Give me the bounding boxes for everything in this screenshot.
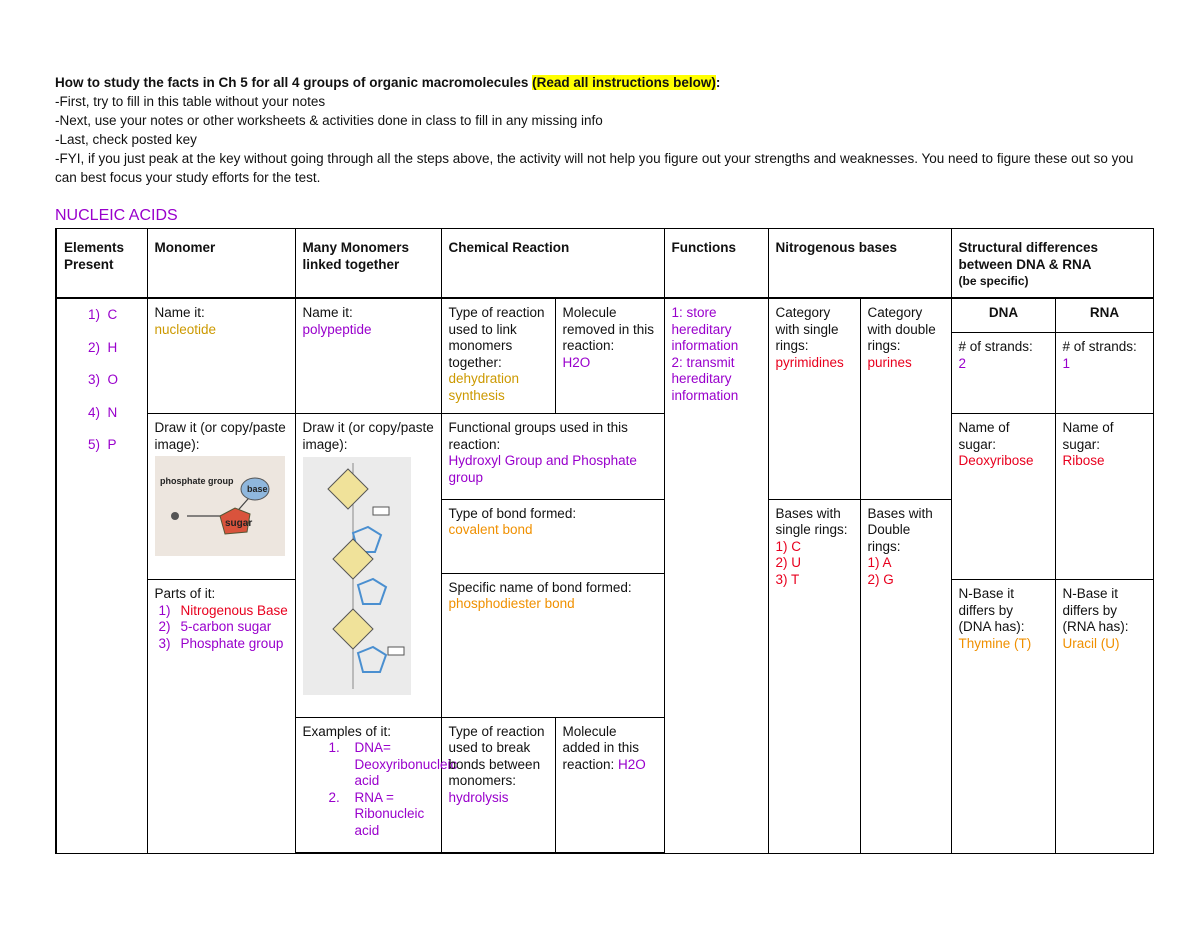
- part-item: 3) Phosphate group: [158, 635, 284, 651]
- molecule-added-cell: Molecule added in this reaction: H2O: [555, 717, 664, 853]
- header-chemical-reaction: Chemical Reaction: [441, 229, 664, 299]
- molecule-removed-cell: Molecule removed in this reaction: H2O: [555, 298, 664, 413]
- double-ring-bases-cell: Bases with Double rings: 1) A 2) G: [860, 499, 951, 853]
- monomer-name-value: nucleotide: [154, 321, 217, 337]
- monomer-draw-cell: Draw it (or copy/paste image): phosphate group base sugar: [147, 414, 295, 580]
- dna-strands-cell: # of strands: 2: [951, 333, 1055, 414]
- element-item: 4) N: [88, 404, 118, 420]
- instruction-line: -Last, check posted key: [55, 132, 197, 147]
- header-functions: Functions: [664, 229, 768, 299]
- polynucleotide-image: [303, 457, 411, 695]
- nucleotide-image: [155, 456, 285, 556]
- svg-text:base: base: [246, 484, 268, 495]
- example-item: 2. RNA = Ribonucleic acid: [328, 789, 425, 838]
- double-ring-category-cell: Category with double rings: purines: [860, 298, 951, 499]
- instruction-line: -FYI, if you just peak at the key without going through all the steps above, the activity will not help you figure out your strengths and weaknesses. You need to figure these out so you can best focus your study efforts for the test.: [55, 151, 1134, 185]
- many-name-value: polypeptide: [302, 321, 372, 337]
- element-item: 2) H: [88, 339, 118, 355]
- instruction-line: -First, try to fill in this table without your notes: [55, 94, 326, 109]
- instructions-title: How to study the facts in Ch 5 for all 4 groups of organic macromolecules (Read all instructions below):: [55, 75, 721, 90]
- many-draw-cell: Draw it (or copy/paste image):: [295, 414, 441, 718]
- break-reaction-cell: Type of reaction used to break bonds between monomers: hydrolysis: [441, 717, 555, 853]
- example-item: 1. DNA= Deoxyribonucleic acid: [328, 740, 458, 789]
- many-name-cell: Name it: polypeptide: [295, 298, 441, 413]
- part-item: 2) 5-carbon sugar: [158, 619, 272, 635]
- single-ring-category-cell: Category with single rings: pyrimidines: [768, 298, 860, 499]
- header-many-monomers: Many Monomers linked together: [295, 229, 441, 299]
- monomer-name-cell: Name it: nucleotide: [147, 298, 295, 413]
- section-title: NUCLEIC ACIDS: [55, 207, 178, 224]
- bond-name-cell: Specific name of bond formed: phosphodiester bond: [441, 573, 664, 717]
- functions-cell: 1: store hereditary information 2: transmit hereditary information: [664, 298, 768, 853]
- highlight-note: (Read all instructions below): [532, 75, 716, 90]
- element-item: 5) P: [88, 437, 117, 453]
- element-item: 3) O: [88, 372, 119, 388]
- elements-cell: [56, 298, 147, 853]
- functional-groups-cell: Functional groups used in this reaction: Hydroxyl Group and Phosphate group: [441, 414, 664, 500]
- dna-header: DNA: [951, 298, 1055, 332]
- element-item: 1) C: [88, 307, 118, 323]
- svg-text:phosphate group: phosphate group: [159, 476, 233, 487]
- instruction-line: -Next, use your notes or other worksheets & activities done in class to fill in any missing info: [55, 113, 603, 128]
- monomer-parts-cell: Parts of it: 1) Nitrogenous Base 2) 5-carbon sugar 3) Phosphate group: [147, 580, 295, 853]
- many-examples-cell: Examples of it: 1. DNA= Deoxyribonucleic acid 2. RNA = Ribonucleic acid: [295, 717, 441, 853]
- instructions: [55, 73, 1145, 187]
- header-elements: Elements Present: [56, 229, 147, 299]
- header-structural: Structural differences between DNA & RNA (be specific): [951, 229, 1153, 299]
- bond-type-cell: Type of bond formed: covalent bond: [441, 499, 664, 573]
- link-reaction-cell: Type of reaction used to link monomers together: dehydration synthesis: [441, 298, 555, 413]
- dna-sugar-cell: Name of sugar: Deoxyribose: [951, 414, 1055, 580]
- rna-sugar-cell: Name of sugar: Ribose: [1055, 414, 1153, 580]
- svg-text:sugar: sugar: [224, 518, 252, 530]
- nucleic-acids-table: [55, 228, 1154, 854]
- part-item: 1) Nitrogenous Base: [158, 602, 288, 618]
- rna-nbase-cell: N-Base it differs by (RNA has): Uracil (U): [1055, 580, 1153, 853]
- dna-nbase-cell: N-Base it differs by (DNA has): Thymine (T): [951, 580, 1055, 853]
- header-monomer: Monomer: [147, 229, 295, 299]
- rna-header: RNA: [1055, 298, 1153, 332]
- rna-strands-cell: # of strands: 1: [1055, 333, 1153, 414]
- header-nitrogenous-bases: Nitrogenous bases: [768, 229, 951, 299]
- single-ring-bases-cell: Bases with single rings: 1) C 2) U 3) T: [768, 499, 860, 853]
